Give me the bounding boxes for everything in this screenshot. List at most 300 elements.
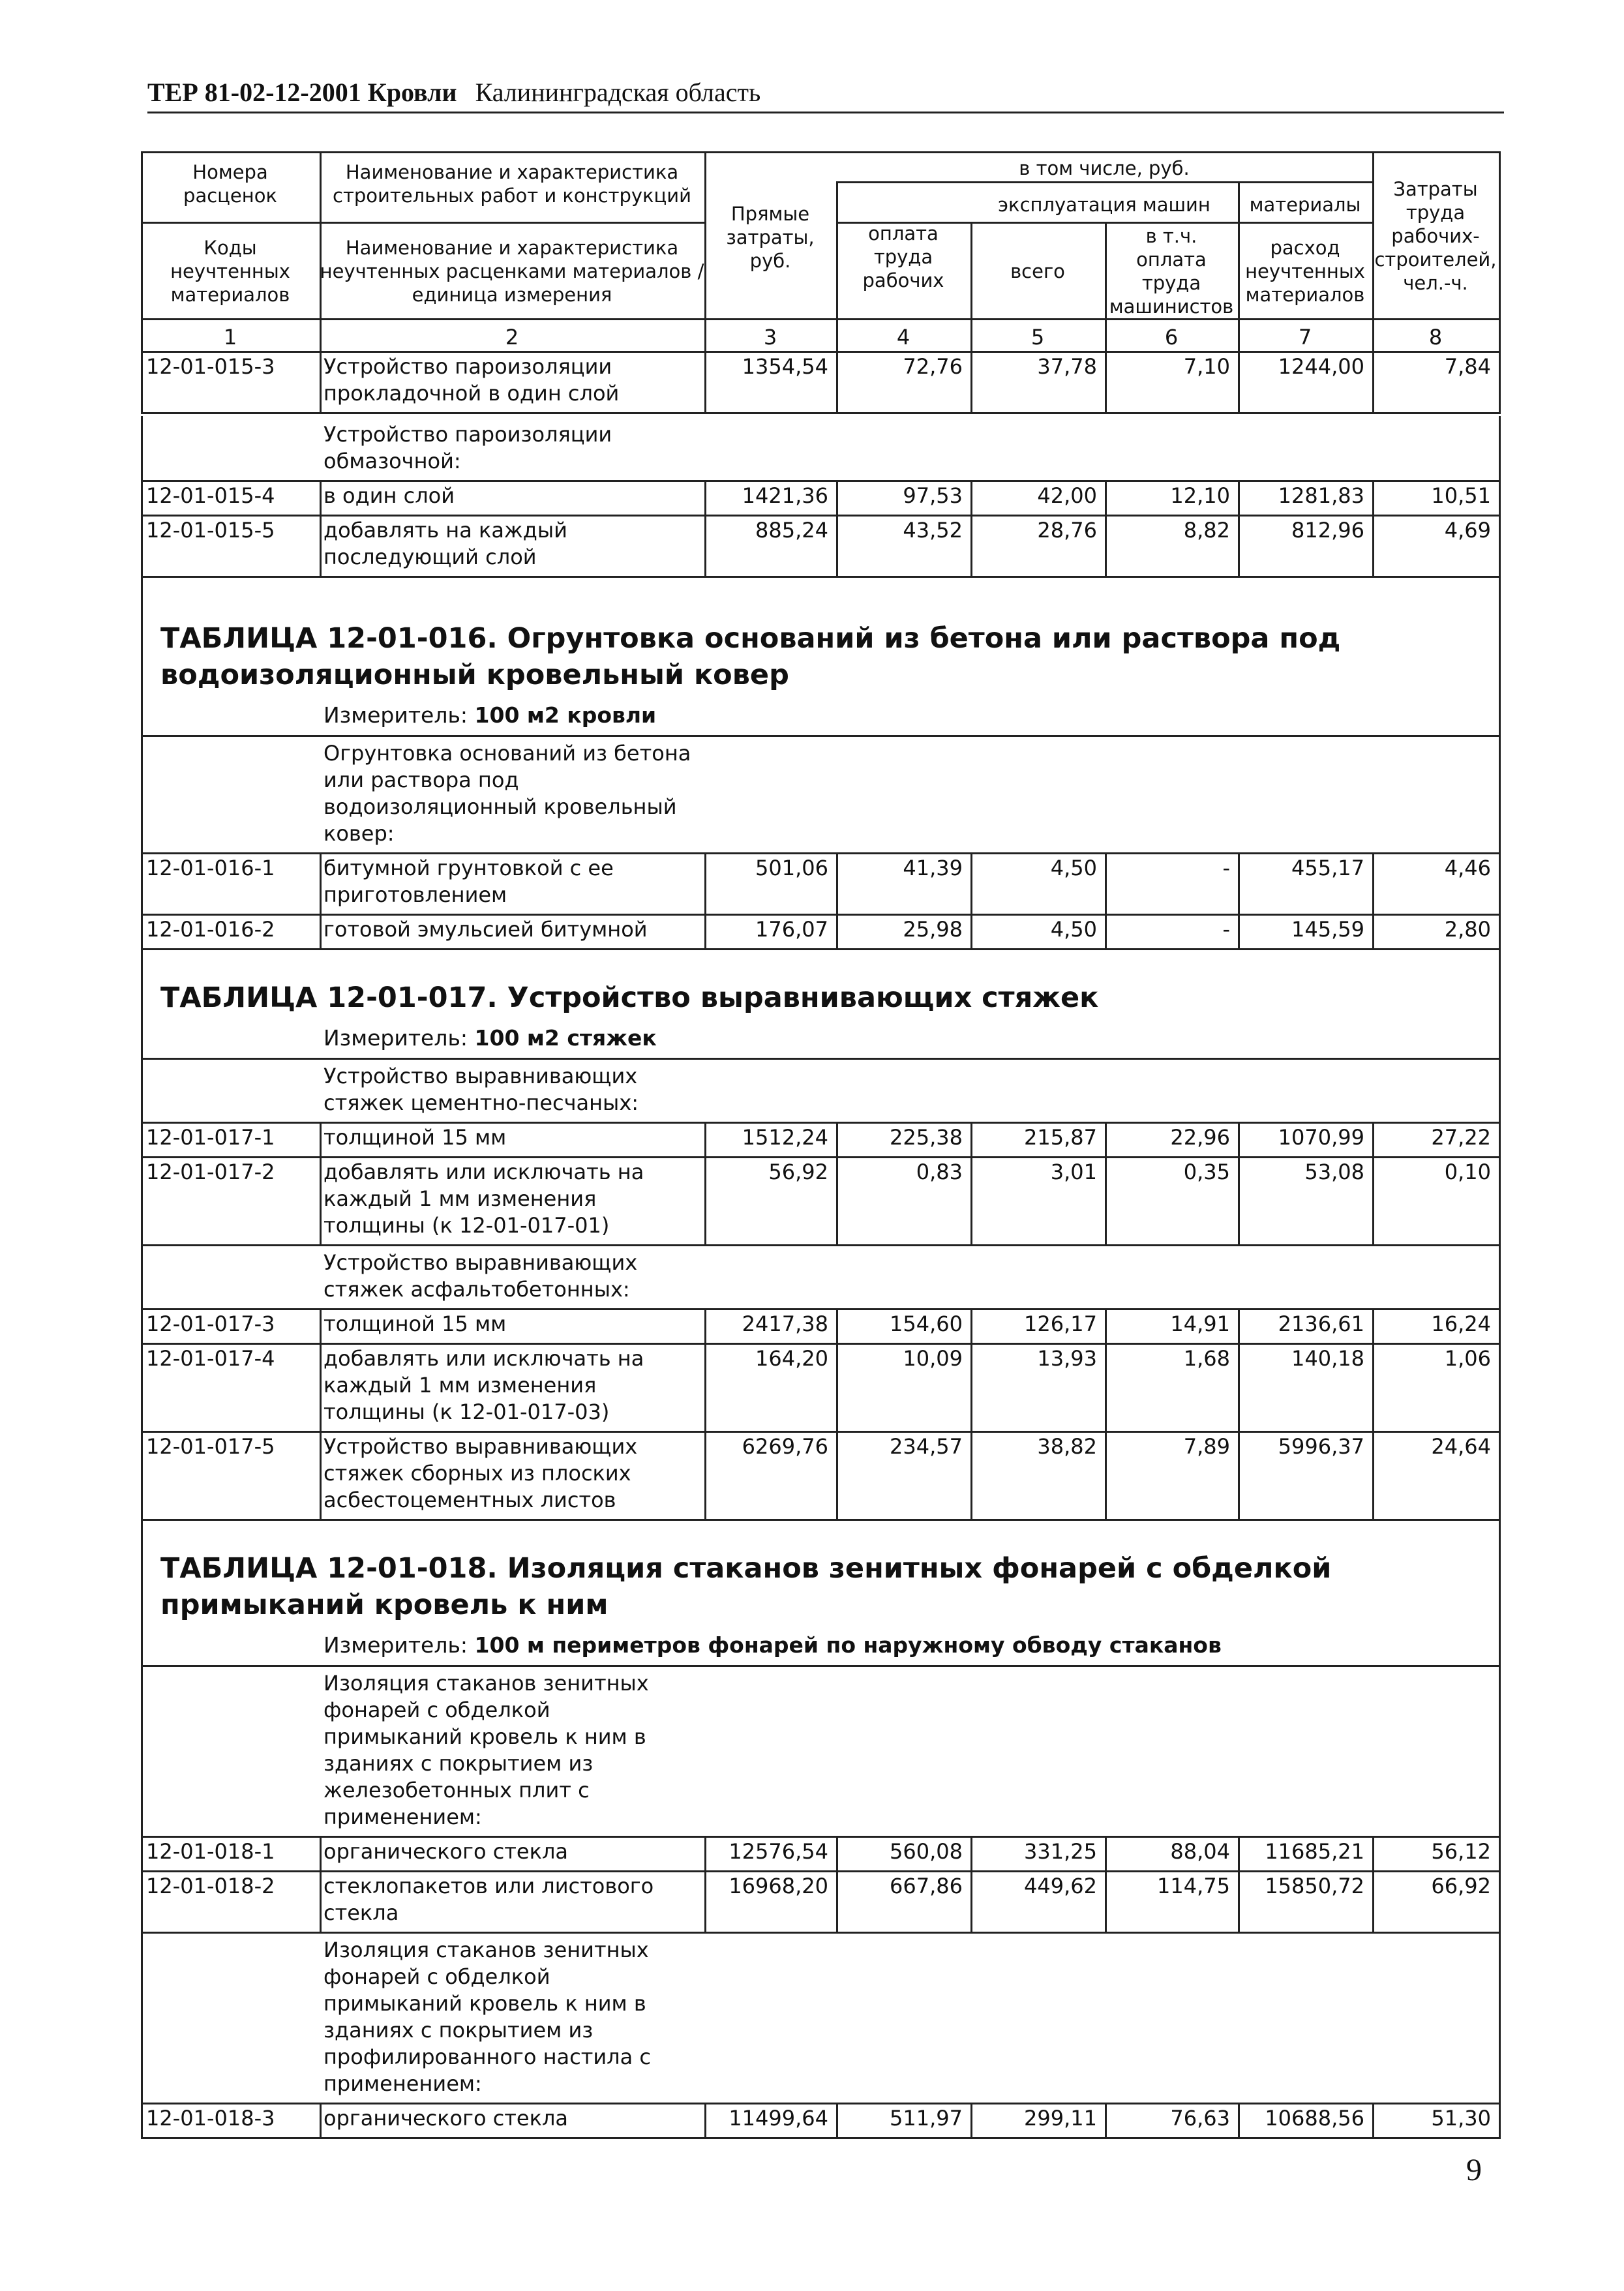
work-name: битумной грунтовкой с ее (323, 856, 614, 880)
rule-vertical (1372, 2103, 1374, 2137)
rate-value: 4,50 (1050, 856, 1097, 880)
rule-vertical (836, 351, 838, 412)
col1-subheader: материалов (170, 284, 290, 306)
work-name: каждый 1 мм изменения (323, 1373, 597, 1398)
unaccounted-materials-header: расход (1270, 237, 1340, 259)
rule-vertical (836, 1343, 838, 1431)
measurement-label: Измеритель: (323, 702, 468, 728)
header-divider (836, 181, 1374, 183)
rule-vertical (1372, 1308, 1374, 1343)
rule-vertical (1499, 914, 1501, 948)
rate-code: 12-01-015-3 (146, 354, 275, 379)
row-border (141, 515, 1501, 517)
rule-vertical (970, 914, 972, 948)
group-heading: примыканий кровель к ним в (323, 1991, 646, 2016)
rate-value: 667,86 (890, 1874, 963, 1898)
col1-subheader: неучтенных (170, 260, 290, 282)
col2-header: Наименование и характеристика (345, 161, 679, 183)
rule-vertical (141, 914, 143, 948)
rate-code: 12-01-017-3 (146, 1311, 275, 1336)
group-heading: фонарей с обделкой (323, 1698, 550, 1722)
labor-costs-header: труда (1406, 202, 1466, 224)
rule-vertical (141, 1932, 143, 2103)
rate-value: 215,87 (1024, 1125, 1097, 1150)
rule-vertical (836, 480, 838, 515)
column-number: 4 (896, 325, 910, 350)
rate-code: 12-01-017-5 (146, 1434, 275, 1459)
rate-value: 72,76 (903, 354, 963, 379)
column-number: 6 (1164, 325, 1179, 350)
rate-value: 22,96 (1170, 1125, 1230, 1150)
work-name: толщины (к 12-01-017-01) (323, 1213, 610, 1238)
materials-header: материалы (1249, 194, 1361, 216)
machines-header: эксплуатация машин (998, 194, 1210, 216)
row-border (141, 1122, 1501, 1124)
rate-value: 812,96 (1291, 518, 1364, 543)
row-border (141, 2137, 1501, 2139)
rule-vertical (836, 1156, 838, 1244)
rule-vertical (1105, 2103, 1107, 2137)
group-heading: стяжек асфальтобетонных: (323, 1277, 630, 1302)
rate-code: 12-01-018-2 (146, 1874, 275, 1898)
rate-code: 12-01-016-1 (146, 856, 275, 880)
machines-total-header: всего (1010, 260, 1065, 282)
including-header: в том числе, руб. (1019, 157, 1190, 179)
rule-vertical (141, 595, 143, 735)
rate-value: 15850,72 (1265, 1874, 1364, 1898)
column-number: 5 (1030, 325, 1045, 350)
work-name: асбестоцементных листов (323, 1488, 616, 1512)
group-heading: применением: (323, 1804, 482, 1829)
rule-vertical (1499, 1525, 1501, 1665)
group-heading: зданиях с покрытием из (323, 1751, 594, 1776)
rate-value: 25,98 (903, 917, 963, 942)
work-name: толщиной 15 мм (323, 1125, 507, 1150)
rate-value: 7,10 (1183, 354, 1230, 379)
rule-vertical (1105, 515, 1107, 576)
work-name: Устройство выравнивающих (323, 1434, 638, 1459)
rule-vertical (1238, 1431, 1240, 1519)
table-title: ТАБЛИЦА 12-01-018. Изоляция стаканов зенитных фонарей с обделкой (160, 1552, 1332, 1585)
work-name: каждый 1 мм изменения (323, 1186, 597, 1211)
rate-value: 114,75 (1157, 1874, 1230, 1898)
table-title: примыканий кровель к ним (160, 1589, 609, 1621)
rule-vertical (970, 480, 972, 515)
region: Калининградская область (475, 78, 761, 107)
row-border (141, 735, 1501, 737)
rate-value: 1512,24 (742, 1125, 828, 1150)
rule-vertical (141, 1058, 143, 1122)
rule-vertical (320, 1156, 322, 1244)
direct-costs-header: затраты, (726, 226, 815, 248)
table-title: ТАБЛИЦА 12-01-017. Устройство выравнивающих стяжек (160, 981, 1099, 1014)
rate-value: 11499,64 (729, 2106, 828, 2131)
rule-vertical (704, 1308, 706, 1343)
machinist-pay-header: в т.ч. (1145, 225, 1197, 247)
rule-vertical (970, 351, 972, 412)
rule-vertical (1499, 2103, 1501, 2137)
rule-vertical (1499, 1156, 1501, 1244)
group-heading: примыканий кровель к ним в (323, 1724, 646, 1749)
rule-vertical (1238, 1870, 1240, 1932)
rule-vertical (704, 852, 706, 914)
rule-vertical (1105, 1870, 1107, 1932)
rule-vertical (1372, 914, 1374, 948)
rule-vertical (1238, 1836, 1240, 1870)
column-number: 1 (223, 325, 237, 350)
rule-vertical (970, 1836, 972, 1870)
rule-vertical (1105, 1431, 1107, 1519)
row-border (141, 1932, 1501, 1934)
group-heading: Изоляция стаканов зенитных (323, 1671, 649, 1696)
labor-pay-header: оплата (868, 222, 939, 245)
rule-vertical (320, 2103, 322, 2137)
rule-vertical (704, 1836, 706, 1870)
labor-costs-header: Затраты (1393, 178, 1478, 200)
rate-value: 16,24 (1431, 1311, 1491, 1336)
rate-value: 1354,54 (742, 354, 828, 379)
rule-vertical (1499, 416, 1501, 480)
rule-vertical (704, 515, 706, 576)
col2-subheader: неучтенных расценками материалов / (320, 260, 704, 282)
group-heading: или раствора под (323, 768, 519, 792)
rate-code: 12-01-017-4 (146, 1346, 275, 1371)
rate-value: 140,18 (1291, 1346, 1364, 1371)
work-name: добавлять или исключать на (323, 1346, 644, 1371)
rule-vertical (970, 2103, 972, 2137)
rule-vertical (141, 2103, 143, 2137)
rule-vertical (1499, 595, 1501, 735)
rate-value: 51,30 (1431, 2106, 1491, 2131)
rule-vertical (970, 1431, 972, 1519)
rule-vertical (836, 1431, 838, 1519)
work-name: стеклопакетов или листового (323, 1874, 654, 1898)
row-border (141, 1343, 1501, 1345)
rule-vertical (1238, 1122, 1240, 1156)
rule-vertical (1499, 948, 1501, 955)
rate-value: 43,52 (903, 518, 963, 543)
rate-value: 511,97 (890, 2106, 963, 2131)
rule-vertical (1499, 1836, 1501, 1870)
rule-vertical (836, 515, 838, 576)
numbers-bottom-border (141, 351, 1501, 353)
rate-value: 66,92 (1431, 1874, 1491, 1898)
rate-value: 6269,76 (742, 1434, 828, 1459)
rule-vertical (1372, 1156, 1374, 1244)
row-border (141, 948, 1501, 950)
machinist-pay-header: машинистов (1109, 295, 1234, 318)
column-number: 8 (1428, 325, 1443, 350)
rule-vertical (836, 1122, 838, 1156)
rate-value: 164,20 (755, 1346, 828, 1371)
rule-vertical (141, 1122, 143, 1156)
rate-value: 1281,83 (1278, 483, 1364, 508)
group-heading: обмазочной: (323, 449, 461, 473)
rate-value: 5996,37 (1278, 1434, 1364, 1459)
rule-vertical (141, 416, 143, 480)
rate-value: 12576,54 (729, 1839, 828, 1864)
col1-header: расценок (183, 185, 277, 207)
unaccounted-materials-header: материалов (1245, 284, 1365, 306)
work-name: последующий слой (323, 545, 537, 569)
rate-value: 37,78 (1037, 354, 1097, 379)
measurement-value: 100 м2 стяжек (474, 1025, 657, 1051)
rate-value: 11685,21 (1265, 1839, 1364, 1864)
rate-value: 0,10 (1444, 1160, 1491, 1184)
col2-header: строительных работ и конструкций (333, 185, 691, 207)
rule-vertical (704, 1156, 706, 1244)
rate-value: 56,12 (1431, 1839, 1491, 1864)
rule-vertical (1499, 1665, 1501, 1836)
rule-vertical (1499, 1343, 1501, 1431)
rule-vertical (1499, 1519, 1501, 1525)
rate-value: 299,11 (1024, 2106, 1097, 2131)
rule-vertical (1499, 955, 1501, 1058)
rate-value: 76,63 (1170, 2106, 1230, 2131)
unaccounted-materials-header: неучтенных (1245, 260, 1365, 282)
col2-subheader: единица измерения (412, 284, 612, 306)
rate-value: 4,69 (1444, 518, 1491, 543)
work-name: готовой эмульсией битумной (323, 917, 648, 942)
rate-value: 16968,20 (729, 1874, 828, 1898)
rule-vertical (1238, 1308, 1240, 1343)
rate-value: 7,84 (1444, 354, 1491, 379)
rule-vertical (1105, 1122, 1107, 1156)
work-name: приготовлением (323, 882, 507, 907)
rule-vertical (704, 1431, 706, 1519)
rule-vertical (1105, 351, 1107, 412)
column-number: 3 (763, 325, 777, 350)
group-heading: стяжек цементно-песчаных: (323, 1090, 639, 1115)
rule-vertical (320, 1431, 322, 1519)
rate-code: 12-01-016-2 (146, 917, 275, 942)
rule-vertical (704, 1870, 706, 1932)
rule-vertical (1238, 852, 1240, 914)
measurement-label: Измеритель: (323, 1632, 468, 1658)
rule-vertical (1238, 914, 1240, 948)
page-number: 9 (1466, 2153, 1482, 2187)
rule-vertical (1499, 852, 1501, 914)
rate-value: 176,07 (755, 917, 828, 942)
rule-vertical (1499, 151, 1501, 351)
group-heading: Огрунтовка оснований из бетона (323, 741, 691, 766)
rule-vertical (970, 1156, 972, 1244)
work-name: органического стекла (323, 2106, 568, 2131)
header-divider (141, 222, 706, 224)
work-name: стекла (323, 1900, 399, 1925)
rule-vertical (1238, 1156, 1240, 1244)
rule-vertical (1105, 1156, 1107, 1244)
group-heading: профилированного настила с (323, 2044, 651, 2069)
rate-value: 1421,36 (742, 483, 828, 508)
rate-value: 885,24 (755, 518, 828, 543)
rate-value: 2,80 (1444, 917, 1491, 942)
group-heading: применением: (323, 2071, 482, 2096)
rate-value: 56,92 (768, 1160, 828, 1184)
row-border (141, 852, 1501, 854)
rule-vertical (1238, 2103, 1240, 2137)
rule-vertical (141, 1836, 143, 1870)
rate-value: 14,91 (1170, 1311, 1230, 1336)
rule-vertical (320, 1308, 322, 1343)
rate-code: 12-01-017-2 (146, 1160, 275, 1184)
rule-vertical (1499, 1058, 1501, 1122)
rate-value: 455,17 (1291, 856, 1364, 880)
rule-vertical (704, 2103, 706, 2137)
rule-vertical (141, 1343, 143, 1431)
rule-vertical (141, 735, 143, 852)
rule-vertical (1238, 480, 1240, 515)
rate-value: 10,09 (903, 1346, 963, 1371)
rule-vertical (141, 948, 143, 955)
rate-value: 97,53 (903, 483, 963, 508)
row-border (141, 1308, 1501, 1310)
labor-pay-header: рабочих (862, 269, 944, 292)
rule-vertical (836, 2103, 838, 2137)
rate-value: 1244,00 (1278, 354, 1364, 379)
rule-vertical (970, 1343, 972, 1431)
rule-vertical (1372, 1431, 1374, 1519)
row-border (141, 1836, 1501, 1838)
rate-value: 1,06 (1444, 1346, 1491, 1371)
rule-vertical (320, 1343, 322, 1431)
row-border (141, 1870, 1501, 1872)
rate-value: - (1222, 917, 1230, 942)
table-title: водоизоляционный кровельный ковер (160, 659, 789, 691)
rule-vertical (970, 1122, 972, 1156)
rate-value: 225,38 (890, 1125, 963, 1150)
rule-vertical (1499, 1244, 1501, 1308)
rate-code: 12-01-018-3 (146, 2106, 275, 2131)
rule-vertical (704, 1122, 706, 1156)
rate-code: 12-01-015-5 (146, 518, 275, 543)
measurement-unit (323, 702, 656, 728)
rate-value: 234,57 (890, 1434, 963, 1459)
rate-value: 28,76 (1037, 518, 1097, 543)
rate-value: 24,64 (1431, 1434, 1491, 1459)
rule-vertical (1499, 1308, 1501, 1343)
rule-vertical (1499, 1932, 1501, 2103)
rate-value: 449,62 (1024, 1874, 1097, 1898)
rate-value: 10,51 (1431, 483, 1491, 508)
rule-vertical (836, 1836, 838, 1870)
rule-vertical (320, 1122, 322, 1156)
rate-value: 154,60 (890, 1311, 963, 1336)
machinist-pay-header: оплата (1136, 248, 1207, 271)
rule-vertical (141, 351, 143, 412)
header-bottom-border (141, 318, 1501, 320)
rule-vertical (970, 515, 972, 576)
rule-vertical (836, 914, 838, 948)
row-border (141, 576, 1501, 578)
rate-value: 145,59 (1291, 917, 1364, 942)
measurement-value: 100 м2 кровли (474, 702, 657, 728)
rule-vertical (1372, 1870, 1374, 1932)
direct-costs-header: Прямые (730, 203, 810, 225)
table-top-border (141, 151, 1501, 153)
rule-vertical (141, 515, 143, 576)
rule-vertical (1372, 1836, 1374, 1870)
rule-vertical (141, 1525, 143, 1665)
rate-value: 42,00 (1037, 483, 1097, 508)
group-heading: Изоляция стаканов зенитных (323, 1938, 649, 1962)
rule-vertical (1105, 914, 1107, 948)
measurement-label: Измеритель: (323, 1025, 468, 1051)
rule-vertical (1499, 735, 1501, 852)
rate-code: 12-01-017-1 (146, 1125, 275, 1150)
group-heading: фонарей с обделкой (323, 1964, 550, 1989)
rule-vertical (1499, 480, 1501, 515)
rule-vertical (836, 852, 838, 914)
rule-vertical (970, 852, 972, 914)
group-heading: Устройство выравнивающих (323, 1250, 638, 1275)
rule-vertical (1372, 351, 1374, 412)
work-name: стяжек сборных из плоских (323, 1461, 631, 1486)
rule-vertical (141, 1519, 143, 1525)
row-border (141, 412, 1501, 414)
rule-vertical (1499, 351, 1501, 412)
rule-vertical (1372, 1122, 1374, 1156)
rate-value: 27,22 (1431, 1125, 1491, 1150)
rule-vertical (141, 852, 143, 914)
row-border (141, 1156, 1501, 1158)
col1-header: Номера (192, 161, 268, 183)
rule-vertical (141, 480, 143, 515)
column-number: 7 (1298, 325, 1312, 350)
rate-value: 1070,99 (1278, 1125, 1364, 1150)
work-name: Устройство пароизоляции (323, 354, 612, 379)
rule-vertical (1105, 1308, 1107, 1343)
rule-vertical (1499, 515, 1501, 576)
rule-vertical (1499, 576, 1501, 595)
measurement-unit (323, 1632, 1222, 1658)
rule-vertical (970, 1870, 972, 1932)
rate-value: 331,25 (1024, 1839, 1097, 1864)
rate-value: 41,39 (903, 856, 963, 880)
rate-value: 126,17 (1024, 1311, 1097, 1336)
rule-vertical (320, 1836, 322, 1870)
group-heading: Устройство пароизоляции (323, 422, 612, 447)
col1-subheader: Коды (203, 237, 257, 259)
rule-vertical (320, 914, 322, 948)
labor-pay-header: труда (873, 246, 933, 268)
col2-subheader: Наименование и характеристика (345, 237, 679, 259)
rule-vertical (141, 1870, 143, 1932)
group-heading: водоизоляционный кровельный (323, 794, 677, 819)
rule-vertical (1499, 1122, 1501, 1156)
rate-value: - (1222, 856, 1230, 880)
rule-vertical (320, 515, 322, 576)
rate-value: 1,68 (1183, 1346, 1230, 1371)
work-name: добавлять или исключать на (323, 1160, 644, 1184)
rate-value: 4,50 (1050, 917, 1097, 942)
work-name: толщины (к 12-01-017-03) (323, 1400, 610, 1424)
measurement-unit (323, 1025, 657, 1051)
rule-vertical (320, 480, 322, 515)
rule-vertical (141, 1431, 143, 1519)
group-heading: зданиях с покрытием из (323, 2018, 594, 2043)
rate-value: 12,10 (1170, 483, 1230, 508)
rule-vertical (141, 1665, 143, 1836)
rate-value: 0,35 (1183, 1160, 1230, 1184)
work-name: прокладочной в один слой (323, 381, 620, 406)
group-heading: железобетонных плит с (323, 1778, 590, 1803)
rule-vertical (1372, 480, 1374, 515)
rate-value: 7,89 (1183, 1434, 1230, 1459)
measurement-value: 100 м периметров фонарей по наружному обводу стаканов (474, 1632, 1222, 1658)
row-border (141, 2103, 1501, 2104)
rule-vertical (704, 351, 706, 412)
